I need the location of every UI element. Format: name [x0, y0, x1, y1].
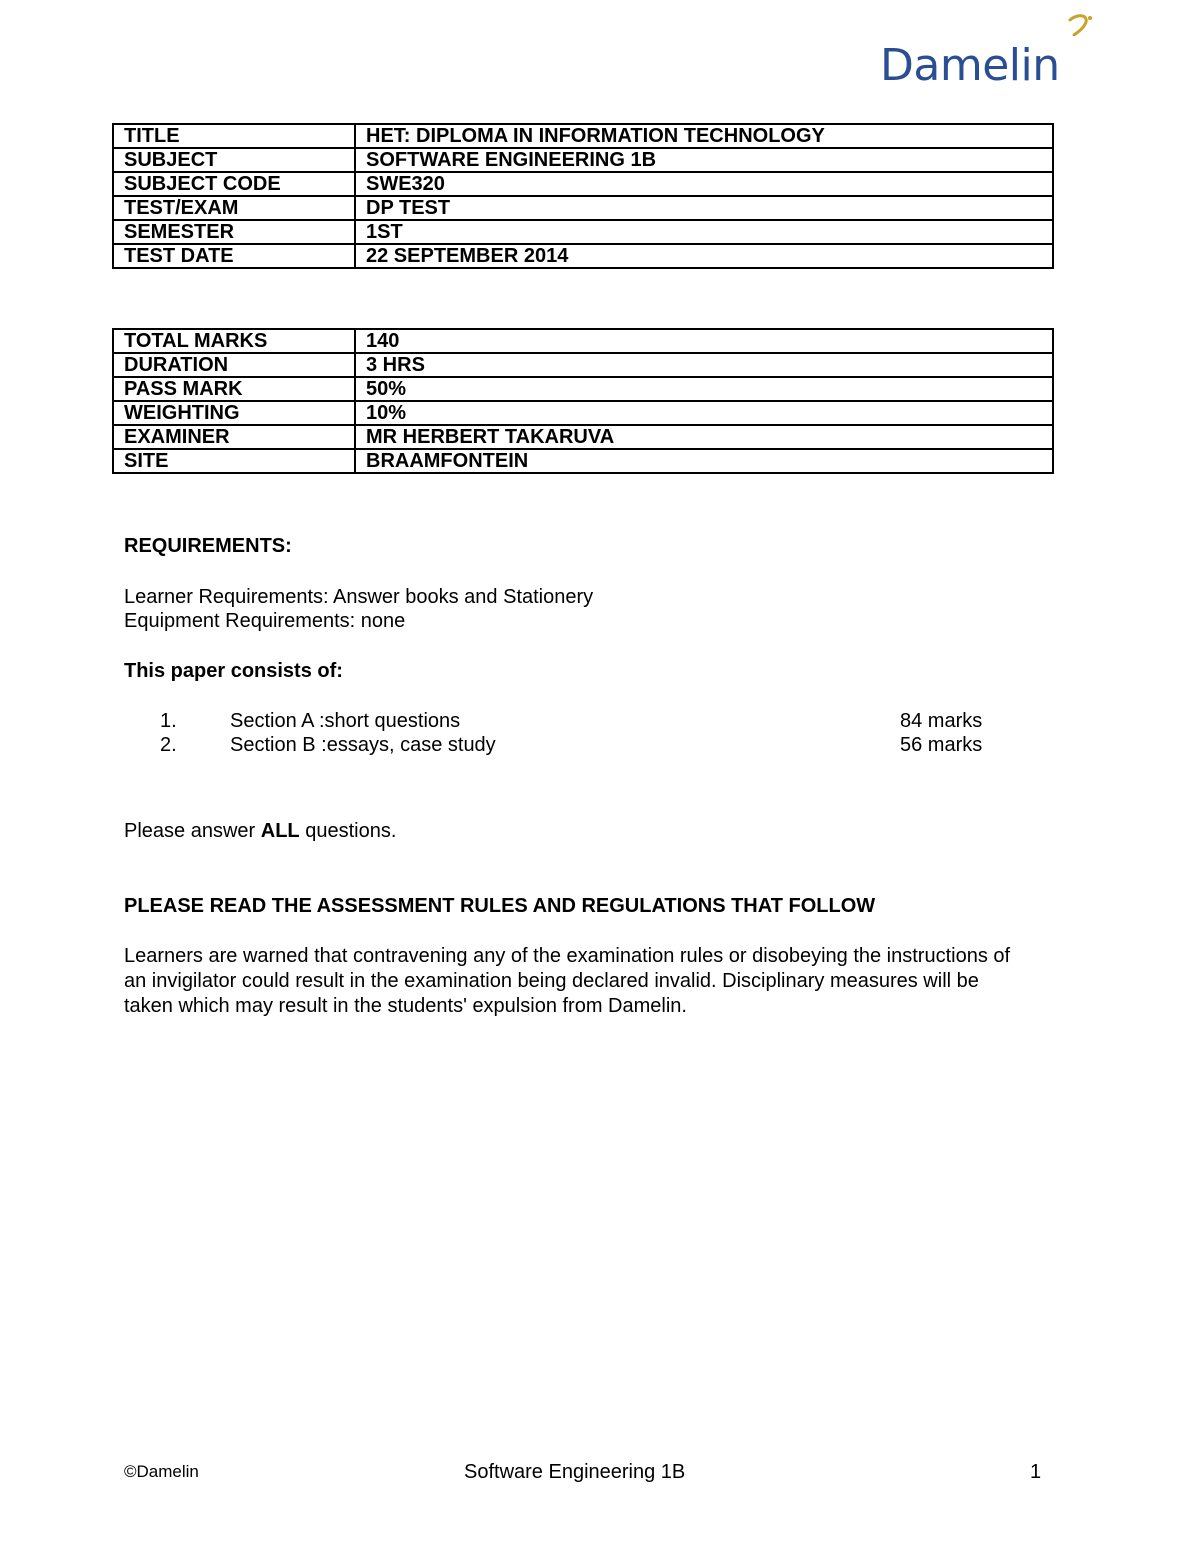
table-row — [113, 425, 1053, 449]
row-label: WEIGHTING — [113, 401, 355, 425]
warning-paragraph — [124, 944, 1104, 1019]
rules-heading: PLEASE READ THE ASSESSMENT RULES AND REGULATIONS THAT FOLLOW — [124, 895, 876, 917]
table-row — [113, 353, 1053, 377]
table-row — [113, 172, 1053, 196]
item-marks: 84 marks — [900, 710, 983, 732]
warning-line: Learners are warned that contravening any of the examination rules or disobeying the instructions of — [124, 945, 1011, 967]
damelin-logo — [880, 14, 1110, 94]
consists-heading: This paper consists of: — [124, 660, 343, 682]
item-number: 2. — [160, 734, 177, 756]
answer-all: ALL — [260, 820, 300, 842]
requirements-heading: REQUIREMENTS: — [124, 535, 292, 557]
table-row — [113, 124, 1053, 148]
exam-info-table — [112, 328, 1054, 474]
row-label: SUBJECT — [113, 148, 355, 172]
answer-post: questions. — [299, 820, 397, 842]
row-label: TEST/EXAM — [113, 196, 355, 220]
row-value: 10% — [355, 401, 1053, 425]
row-label: SUBJECT CODE — [113, 172, 355, 196]
row-value: 22 SEPTEMBER 2014 — [355, 244, 1053, 268]
answer-pre: Please answer — [124, 820, 261, 842]
row-label: TOTAL MARKS — [113, 329, 355, 353]
course-info-table — [112, 123, 1054, 269]
item-label: Section A :short questions — [230, 710, 461, 732]
row-value: SOFTWARE ENGINEERING 1B — [355, 148, 1053, 172]
row-label: DURATION — [113, 353, 355, 377]
item-marks: 56 marks — [900, 734, 983, 756]
page-number: 1 — [1030, 1461, 1042, 1483]
table-row — [113, 377, 1053, 401]
table-row — [113, 220, 1053, 244]
row-value: 1ST — [355, 220, 1053, 244]
row-value: 3 HRS — [355, 353, 1053, 377]
table-row — [113, 196, 1053, 220]
row-value: 50% — [355, 377, 1053, 401]
row-value: MR HERBERT TAKARUVA — [355, 425, 1053, 449]
swoosh-icon — [1068, 14, 1094, 36]
row-label: TEST DATE — [113, 244, 355, 268]
row-label: SEMESTER — [113, 220, 355, 244]
item-number: 1. — [160, 710, 177, 732]
table-row — [113, 401, 1053, 425]
answer-instruction — [124, 819, 396, 844]
row-label: EXAMINER — [113, 425, 355, 449]
table-row — [113, 244, 1053, 268]
row-label: SITE — [113, 449, 355, 473]
row-value: 140 — [355, 329, 1053, 353]
warning-line: taken which may result in the students' expulsion from Damelin. — [124, 995, 687, 1017]
footer-copyright: ©Damelin — [124, 1462, 199, 1481]
logo-wordmark: Damelin — [880, 40, 1060, 91]
table-row — [113, 449, 1053, 473]
row-label: PASS MARK — [113, 377, 355, 401]
item-label: Section B :essays, case study — [230, 734, 496, 756]
row-value: HET: DIPLOMA IN INFORMATION TECHNOLOGY — [355, 124, 1053, 148]
table-row — [113, 329, 1053, 353]
row-value: BRAAMFONTEIN — [355, 449, 1053, 473]
row-value: DP TEST — [355, 196, 1053, 220]
footer-title: Software Engineering 1B — [464, 1461, 686, 1483]
table-row — [113, 148, 1053, 172]
warning-line: an invigilator could result in the examination being declared invalid. Disciplinary measures will be — [124, 970, 979, 992]
row-value: SWE320 — [355, 172, 1053, 196]
learner-requirements: Learner Requirements: Answer books and Stationery — [124, 586, 594, 608]
row-label: TITLE — [113, 124, 355, 148]
equipment-requirements: Equipment Requirements: none — [124, 610, 406, 632]
